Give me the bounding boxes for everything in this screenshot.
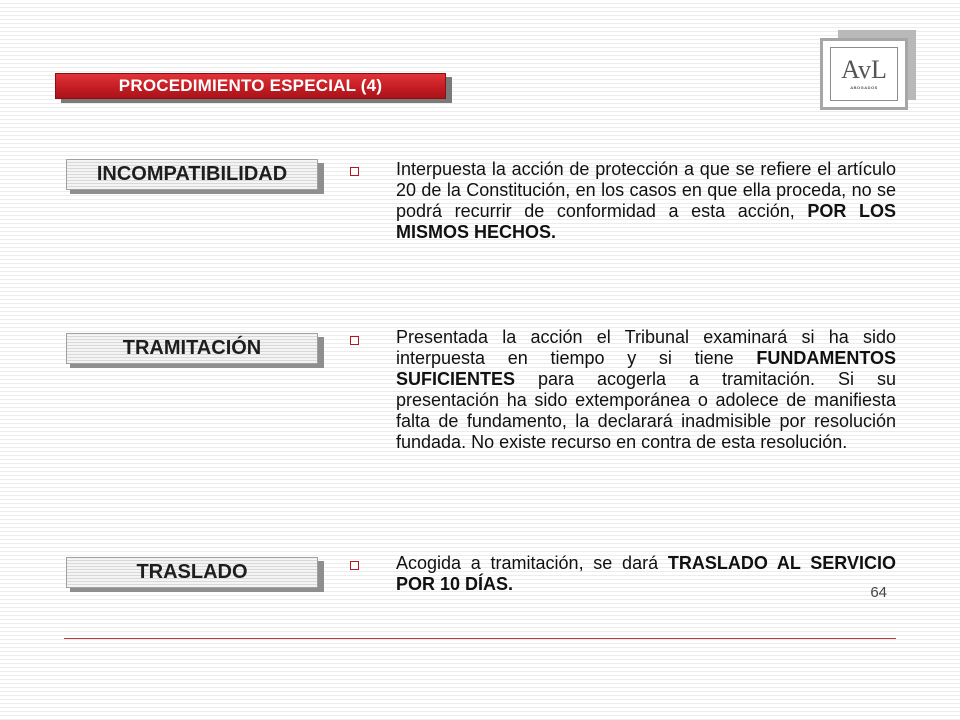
square-bullet-icon	[350, 167, 359, 176]
footer-divider	[64, 638, 896, 639]
title-banner	[55, 73, 452, 103]
page-number: 64	[870, 584, 887, 601]
text-run-bold: FUNDAMENTOS SUFICIENTES	[396, 348, 896, 389]
section-label-incompatibilidad	[66, 159, 324, 194]
section-label-text: TRAMITACIÓN	[66, 333, 318, 364]
page-title: PROCEDIMIENTO ESPECIAL (4)	[55, 73, 446, 99]
text-run-bold: POR LOS MISMOS HECHOS.	[396, 201, 896, 242]
section-label-tramitacion	[66, 333, 324, 368]
section-label-text: TRASLADO	[66, 557, 318, 588]
text-run: para acogerla a tramitación. Si su presentación ha sido extemporánea o adolece de manifiesta falta de fundamento, la declarará inadmisible por resolución fundada. No existe recurso en contra de esta resolución.	[396, 369, 896, 452]
text-run: Interpuesta la acción de protección a que se refiere el artículo 20 de la Constitución, en los casos en que ella proceda, no se podrá recurrir de conformidad a esta acción,	[396, 159, 896, 221]
square-bullet-icon	[350, 561, 359, 570]
section-text-tramitacion	[396, 327, 896, 453]
square-bullet-icon	[350, 336, 359, 345]
section-label-traslado	[66, 557, 324, 592]
logo-inner-frame	[830, 47, 898, 101]
section-label-text: INCOMPATIBILIDAD	[66, 159, 318, 190]
text-run: Acogida a tramitación, se dará	[396, 553, 668, 573]
avl-logo	[820, 30, 916, 110]
logo-front-panel	[820, 38, 908, 110]
logo-mark: AvL	[841, 55, 887, 84]
logo-subtitle: ABOGADOS	[850, 85, 878, 90]
text-run-bold: TRASLADO AL SERVICIO POR 10 DÍAS.	[396, 553, 896, 594]
section-text-traslado	[396, 553, 896, 595]
section-text-incompatibilidad	[396, 159, 896, 243]
text-run: Presentada la acción el Tribunal examinará si ha sido interpuesta en tiempo y si tiene	[396, 327, 896, 368]
